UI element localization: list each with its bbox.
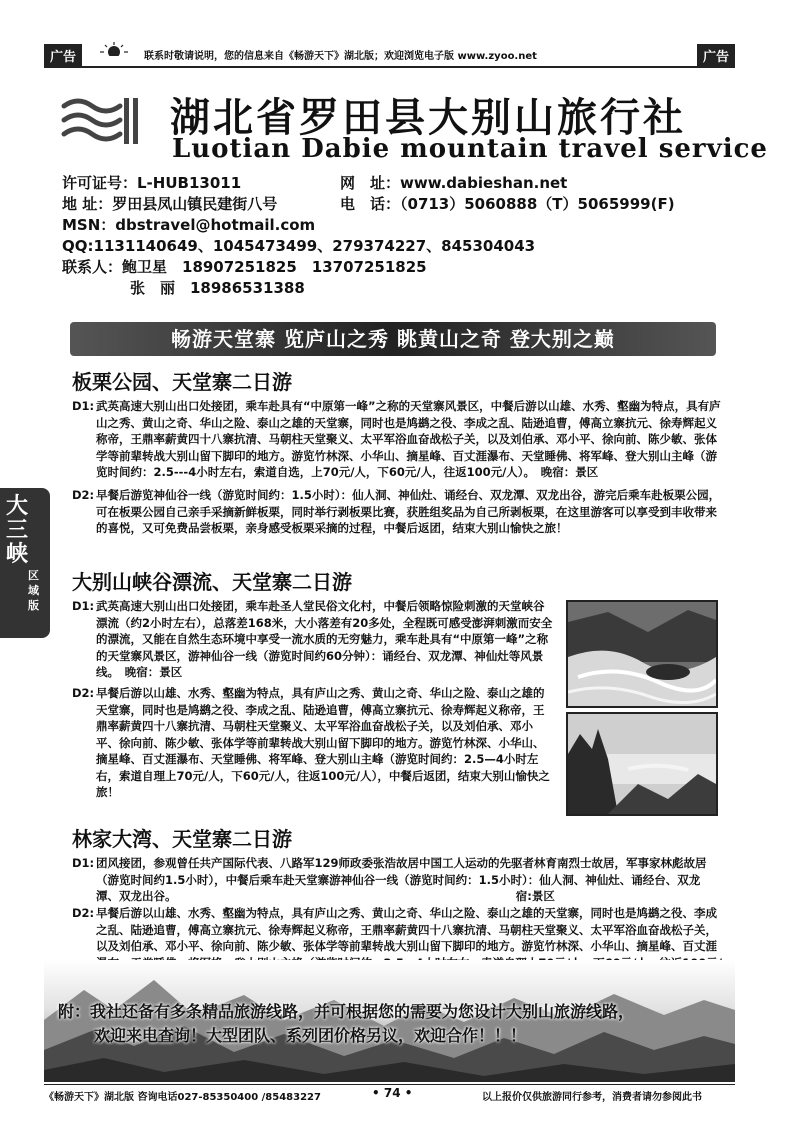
note-line-1: 附：我社还备有多条精品旅游线路，并可根据您的需要为您设计大别山旅游线路， [58,1002,635,1021]
day-label: D2: [72,686,95,700]
mountain-photo-image [568,714,716,814]
qq: QQ:1131140649、1045473499、279374227、845304043 [62,237,536,255]
footer-right: 以上报价仅供旅游同行参考，消费者请勿参阅此书 [482,1092,702,1103]
route-title-2: 大别山峡谷漂流、天堂寨二日游 [72,570,352,594]
region-sidebar-tab [0,488,50,638]
license-number: 许可证号：L-HUB13011 [62,174,242,192]
header-note: 联系时敬请说明，您的信息来自《畅游天下》湖北版；欢迎浏览电子版 www.zyoo.net [144,51,537,62]
additional-note [58,1000,748,1048]
slogan-banner: 畅游天堂寨 览庐山之秀 眺黄山之奇 登大别之巅 [70,322,716,356]
route-title-1: 板栗公园、天堂寨二日游 [72,370,292,394]
day-text: 早餐后游以山雄、水秀、壑幽为特点，具有庐山之秀、黄山之奇、华山之险、泰山之雄的天堂寨，同时也是鸠鹚之役、李成之乱、陆逊追曹，傅高立寨抗元、徐寿辉起义称帝，王鼎率薪黄四十八寨抗清、马朝柱天堂聚义、太平军浴血奋战松子关，以及刘伯承、邓小平、徐向前、陈少敏、张体学等前辈转战大别山留下脚印的地方。游览竹林深、小华山、摘星峰、百丈涯瀑布、天堂睡佛、将军峰、登大别山主峰（游览时间约：2.5—4小时左右，索道自理上70元/人，下60元/人，往返100元/人），中餐后返团，结束大别山愉快之旅！ [96,686,550,799]
rafting-photo [566,600,718,708]
day-label: D1: [72,399,95,413]
footer-divider [44,1084,735,1085]
day-text: 武英高速大别山出口处接团，乘车赴具有“中原第一峰”之称的天堂寨风景区，中餐后游以山雄、水秀、壑幽为特点，具有庐山之秀、黄山之奇、华山之险、泰山之雄的天堂寨，同时也是鸠鹚之役、李成之乱、陆逊追曹，傅高立寨抗元、徐寿辉起义称帝，王鼎率薪黄四十八寨抗清、马朝柱天堂聚义、太平军浴血奋战松子关，以及刘伯承、邓小平、徐向前、陈少敏、张体学等前辈转战大别山留下脚印的地方。游览竹林深、小华山、摘星峰、百丈涯瀑布、天堂睡佛、将军峰、登大别山主峰（游览时间约：2.5---4小时左右，索道自选，上70元/人，下60元/人，往返100元/人）。 晚宿：景区 [96,399,721,479]
contact-person-1: 联系人：鲍卫星 18907251825 13707251825 [62,258,427,276]
route1-day1 [72,398,722,481]
note-line-2: 欢迎来电查询！大型团队、系列团价格另议，欢迎合作！！！ [94,1026,527,1045]
phone: 电 话：（0713）5060888（T）5065999(F) [340,195,675,213]
day-text: 早餐后游以山雄、水秀、壑幽为特点，具有庐山之秀、黄山之奇、华山之险、泰山之雄的天堂寨，同时也是鸠鹚之役、李成之乱、陆逊追曹，傅高立寨抗元、徐寿辉起义称帝，王鼎率薪黄四十八寨抗清、马朝柱天堂聚义、太平军浴血奋战松子关，以及刘伯承、邓小平、徐向前、陈少敏、张体学等前辈转战大别山留下脚印的地方。游览竹林深、小华山、摘星峰、百丈涯 [96,906,717,953]
mountain-photo [566,712,718,816]
route3-day1 [72,855,722,905]
msn: MSN：dbstravel@hotmail.com [62,216,316,234]
route2-day1 [72,598,554,681]
sidebar-big-text: 大三峡 [6,493,29,567]
day-label: D1: [72,856,95,870]
day-label: D2: [72,488,95,502]
company-logo-icon [60,92,142,152]
rafting-photo-image [568,602,716,706]
day-text: 武英高速大别山出口处接团，乘车赴圣人堂民俗文化村，中餐后领略惊险刺激的天堂峡谷漂流（约2小时左右），总落差168米，大小落差有20多处，全程既可感受澎湃刺激而安全的漂流，又能在自然生态环境中享受一流水质的无穷魅力，乘车赴具有“中原第一峰”之称的天堂寨风景区，游神仙谷一线（游览时间约60分钟）：诵经台、双龙潭、神仙灶等风景线。 晚宿：景区 [96,599,553,679]
day-text: 团风接团，参观曾任共产国际代表、八路军129师政委张浩故居中国工人运动的先驱者林育南烈士故居，军事家林彪故居（游览时间约1.5小时），中餐后乘车赴天堂寨游神仙谷一线（游览时间约：1.5小时）：仙人洞、神仙灶、诵经台、双龙潭、双龙出谷。 宿:景区 [96,856,707,903]
route-title-3: 林家大湾、天堂寨二日游 [72,827,292,851]
ad-tag-left: 广告 [44,44,82,67]
route1-day2 [72,487,722,537]
company-name-cn: 湖北省罗田县大别山旅行社 [170,95,686,141]
day-label: D2: [72,906,95,920]
address: 地 址：罗田县凤山镇民建街八号 [62,195,278,213]
sidebar-small-text: 区域版 [28,569,39,612]
day-label: D1: [72,599,95,613]
website: 网 址：www.dabieshan.net [340,174,568,192]
ad-tag-right: 广告 [697,44,735,67]
day-text: 早餐后游览神仙谷一线（游览时间约：1.5小时）：仙人洞、神仙灶、诵经台、双龙潭、双龙出谷，游完后乘车赴板栗公园，可在板栗公园自己亲手采摘新鲜板栗，同时举行剥板栗比赛，获胜组奖品为自己所剥板栗，在这里游客可以享受到丰收带来的喜悦，又可免费品尝板栗，亲身感受板栗采摘的过程，中餐后返团，结束大别山愉快之旅！ [96,488,721,535]
top-bar [44,40,735,68]
magazine-logo-icon [94,42,134,62]
route2-day2 [72,685,554,801]
contact-person-2: 张 丽 18986531388 [130,279,305,297]
footer-left: 《畅游天下》湖北版 咨询电话027-85350400 /85483227 [44,1092,321,1103]
page-number: • 74 • [372,1086,413,1100]
company-name-en: Luotian Dabie mountain travel service [172,134,768,164]
